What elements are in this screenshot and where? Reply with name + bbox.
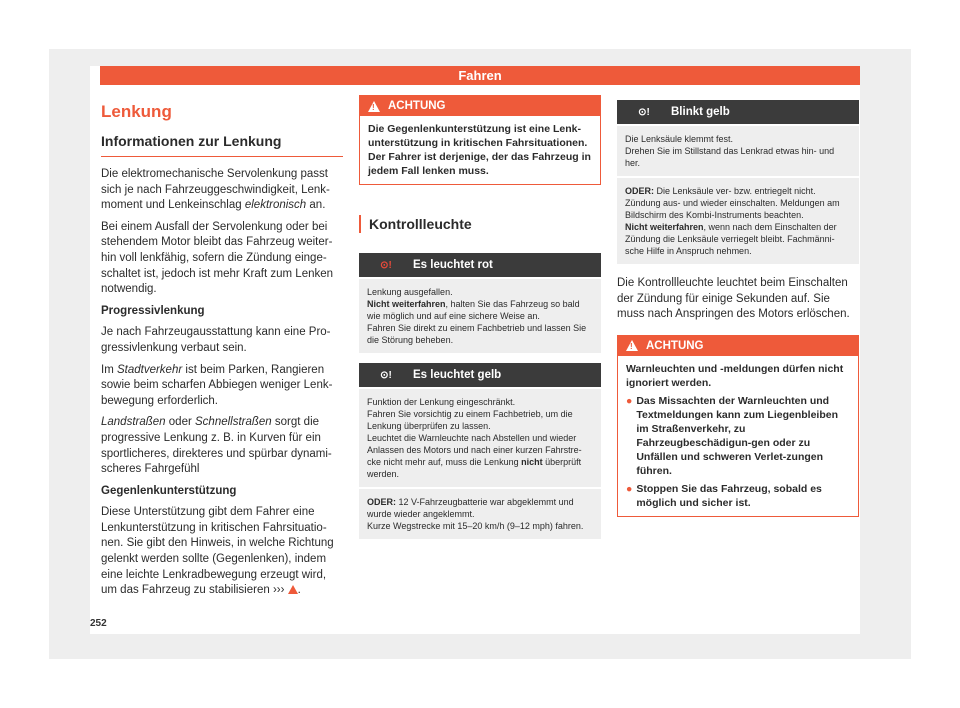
warning-triangle-icon xyxy=(626,340,638,351)
warning-triangle-icon xyxy=(368,101,380,112)
indicator-body: ODER: Die Lenksäule ver- bzw. entriegelt nicht. Zündung aus- und wieder einschalten. Meldungen am Bildschirm des Kombi-Instruments beachten. Nicht weiterfahren, wenn nach dem Einschalten der Zündung die Lenksäule verriegelt bleibt. Fachmänni-sche Hilfe in Anspruch nehmen. xyxy=(617,178,859,264)
section-heading: Informationen zur Lenkung xyxy=(101,133,282,149)
steering-warning-icon: ⊙! xyxy=(380,369,392,381)
section-header: Fahren xyxy=(100,66,860,85)
indicator-body: Lenkung ausgefallen. Nicht weiterfahren, halten Sie das Fahrzeug so bald wie möglich und auf eine sichere Weise an. Fahren Sie direkt zu einem Fachbetrieb und lassen Sie die Störung beheben. xyxy=(359,279,601,353)
paragraph: Im Stadtverkehr ist beim Parken, Rangieren sowie beim scharfen Abbiegen weniger Lenk-bewegung erforderlich. xyxy=(101,363,333,407)
indicator-header-blink xyxy=(617,100,859,124)
indicator-body: Die Lenksäule klemmt fest. Drehen Sie im Stillstand das Lenkrad etwas hin- und her. xyxy=(617,126,859,176)
warning-title: ACHTUNG xyxy=(646,339,704,352)
paragraph: Je nach Fahrzeugausstattung kann eine Pro-gressivlenkung verbaut sein. xyxy=(101,326,331,354)
indicator-body: ODER: 12 V-Fahrzeugbatterie war abgeklemmt und wurde wieder angeklemmt. Kurze Wegstrecke mit 15–20 km/h (9–12 mph) fahren. xyxy=(359,489,601,539)
indicator-header-red xyxy=(359,253,601,277)
warning-box xyxy=(359,95,601,185)
column-left xyxy=(101,95,343,605)
bullet-icon: ● xyxy=(626,482,633,495)
warning-header xyxy=(618,336,858,356)
subheading: Gegenlenkunterstützung xyxy=(101,484,237,497)
subheading: Progressivlenkung xyxy=(101,304,205,317)
chapter-title: Lenkung xyxy=(101,102,172,121)
paragraph: Bei einem Ausfall der Servolenkung oder bei stehendem Motor bleibt das Fahrzeug weiter-hin voll lenkfähig, sofern die Zündung einge-schaltet ist, jedoch ist mehr Kraft zum Lenken notwendig. xyxy=(101,220,334,296)
indicator-title: Es leuchtet rot xyxy=(413,259,493,271)
paragraph: Landstraßen oder Schnellstraßen sorgt die progressive Lenkung z. B. in Kurven für ein sportlicheres, direkteres und spürbar dynami-scheres Fahrgefühl xyxy=(101,416,332,476)
warning-triangle-icon xyxy=(288,585,298,594)
warning-header xyxy=(360,96,600,116)
warning-text: Warnleuchten und -meldungen dürfen nicht ignoriert werden. ● Das Missachten der Warnleuchten und Textmeldungen kann zum Liegenbleiben im Straßenverkehr, zu Fahrzeugbeschädigun-gen oder zu Unfällen und schweren Verlet-zungen führen. ● Stoppen Sie das Fahrzeug, sobald es möglich und sicher ist. xyxy=(626,362,844,509)
steering-warning-icon: ⊙! xyxy=(638,106,650,118)
indicator-title: Es leuchtet gelb xyxy=(413,369,502,381)
page-number: 252 xyxy=(90,618,107,629)
paragraph: Diese Unterstützung gibt dem Fahrer eine Lenkunterstützung in kritischen Fahrsituatio-nen. Sie gibt den Hinweis, in welche Richtung gelenkt werden sollte (Gegenlenken), indem eine leichte Lenkradbewegung erzeugt wird, um das Fahrzeug zu stabilisieren ››› . xyxy=(101,506,334,597)
indicator-body: Funktion der Lenkung eingeschränkt. Fahren Sie vorsichtig zu einem Fachbetrieb, um die Lenkung überprüfen zu lassen. Leuchtet die Warnleuchte nach Abstellen und wieder Anlassen des Motors und nach einer kurzen Fahrstre-cke nicht mehr auf, muss die Lenkung nicht überprüft werden. xyxy=(359,389,601,487)
section-heading: Kontrollleuchte xyxy=(369,216,472,232)
warning-box xyxy=(617,335,859,517)
paragraph: Die Kontrollleuchte leuchtet beim Einschalten der Zündung für einige Sekunden auf. Sie muss nach Anspringen des Motors erlöschen. xyxy=(617,277,850,321)
warning-title: ACHTUNG xyxy=(388,100,446,112)
warning-text: Die Gegenlenkunterstützung ist eine Lenk-unterstützung in kritischen Fahrsituationen. Der Fahrer ist derjenige, der das Fahrzeug in jedem Fall lenken muss. xyxy=(368,123,591,177)
steering-warning-icon: ⊙! xyxy=(380,259,392,271)
section-heading-wrap xyxy=(101,132,343,157)
column-middle xyxy=(359,95,601,539)
section-heading-wrap xyxy=(359,215,601,233)
column-right xyxy=(617,95,859,517)
bullet-icon: ● xyxy=(626,394,633,407)
paragraph: Die elektromechanische Servolenkung passt sich je nach Fahrzeuggeschwindigkeit, Lenk-moment und Lenkeinschlag elektronisch an. xyxy=(101,168,330,212)
indicator-title: Blinkt gelb xyxy=(671,106,730,118)
indicator-header-yellow xyxy=(359,363,601,387)
